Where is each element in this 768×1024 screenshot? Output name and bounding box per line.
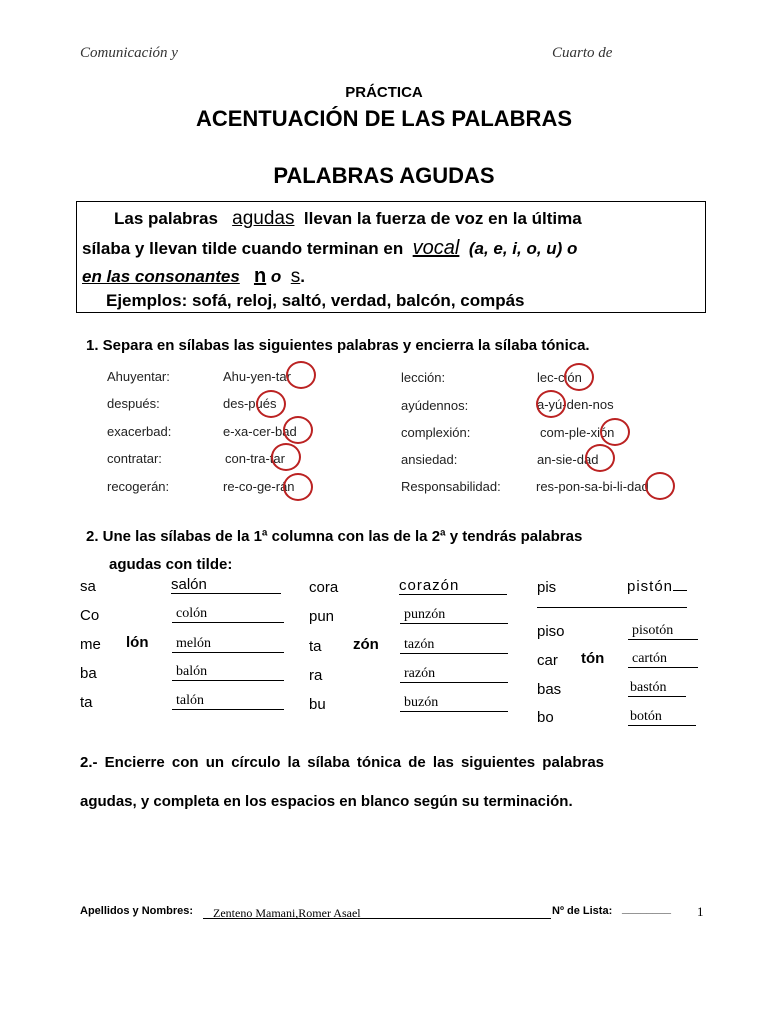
q1-word: exacerbad:	[107, 424, 172, 439]
ending-syllable: zón	[353, 636, 379, 653]
answer-field[interactable]: pistón	[627, 578, 687, 595]
q1-title: 1. Separa en sílabas las siguientes palabras y encierra la sílaba tónica.	[86, 337, 590, 354]
answer-field[interactable]: razón	[400, 666, 508, 683]
answer-field[interactable]: corazón	[399, 577, 507, 595]
ending-syllable: lón	[126, 634, 149, 651]
q1-answer: con-tra-tar	[225, 451, 285, 466]
names-label: Apellidos y Nombres:	[80, 905, 194, 917]
q1-answer: an-sie-dad	[537, 452, 599, 467]
answer-field[interactable]: melón	[172, 636, 284, 653]
tonic-circle-mark	[286, 361, 316, 389]
tonic-circle-mark	[271, 443, 301, 471]
syllable: piso	[537, 623, 565, 640]
section-title: PALABRAS AGUDAS	[273, 163, 495, 188]
tonic-circle-mark	[585, 444, 615, 472]
answer-field[interactable]: punzón	[400, 607, 508, 624]
syllable: bas	[537, 681, 562, 698]
rule-line-1: Las palabras agudas llevan la fuerza de voz en la última	[114, 208, 582, 229]
q1-word: complexión:	[401, 425, 471, 440]
syllable: cora	[309, 579, 339, 596]
tonic-circle-mark	[564, 363, 594, 391]
syllable: me	[80, 636, 101, 653]
q1-answer: e-xa-cer-bad	[223, 424, 297, 439]
answer-field[interactable]: bastón	[628, 680, 686, 697]
syllable: ta	[309, 638, 322, 655]
q1-answer: lec-ción	[537, 370, 582, 385]
blank-line	[537, 607, 687, 608]
syllable: bu	[309, 696, 326, 713]
rule-line-2: sílaba y llevan tilde cuando terminan en vocal (a, e, i, o, u) o	[82, 237, 578, 259]
tonic-circle-mark	[283, 416, 313, 444]
names-field[interactable]: Zenteno Mamani,Romer Asael	[203, 904, 551, 919]
syllable: ta	[80, 694, 93, 711]
q1-word: contratar:	[107, 451, 162, 466]
syllable: car	[537, 652, 558, 669]
answer-field[interactable]: tazón	[400, 637, 508, 654]
q1-answer: des-pués	[223, 396, 277, 411]
header-left: Comunicación y	[80, 45, 178, 61]
syllable: ba	[80, 665, 97, 682]
syllable: Co	[80, 607, 100, 624]
answer-field[interactable]: balón	[172, 664, 284, 681]
ending-syllable: tón	[581, 650, 605, 667]
tonic-circle-mark	[256, 390, 286, 418]
practice-label: PRÁCTICA	[345, 84, 423, 101]
list-field[interactable]: ________	[622, 903, 671, 915]
page-title: ACENTUACIÓN DE LAS PALABRAS	[195, 106, 573, 131]
syllable: ra	[309, 667, 323, 684]
rule-examples: Ejemplos: sofá, reloj, saltó, verdad, balcón, compás	[106, 291, 525, 310]
q2-title-cont: agudas con tilde:	[109, 556, 233, 573]
q1-word: ansiedad:	[401, 452, 458, 467]
q3-title: 2.- Encierre con un círculo la sílaba tónica de las siguientes palabras	[80, 754, 605, 771]
q2-title: 2. Une las sílabas de la 1ª columna con las de la 2ª y tendrás palabras	[86, 528, 583, 545]
tonic-circle-mark	[600, 418, 630, 446]
tonic-circle-mark	[645, 472, 675, 500]
q1-word: ayúdennos:	[401, 398, 469, 413]
q1-word: Ahuyentar:	[107, 369, 170, 384]
q1-answer: res-pon-sa-bi-li-dad	[536, 479, 649, 494]
header-right: Cuarto de	[552, 45, 613, 61]
syllable: sa	[80, 578, 96, 595]
q1-word: recogerán:	[107, 479, 170, 494]
q1-answer: a-yú-den-nos	[537, 397, 614, 412]
q3-title-cont: agudas, y completa en los espacios en blanco según su terminación.	[80, 793, 573, 810]
tonic-circle-mark	[536, 390, 566, 418]
q1-answer: re-co-ge-rán	[223, 479, 295, 494]
list-label: Nº de Lista:	[552, 905, 613, 917]
answer-field[interactable]: cartón	[628, 651, 698, 668]
answer-field[interactable]: talón	[172, 693, 284, 710]
answer-field[interactable]: salón	[171, 576, 281, 594]
q1-answer: Ahu-yen-tar	[223, 369, 291, 384]
q1-word: después:	[107, 396, 160, 411]
q1-word: lección:	[401, 370, 446, 385]
answer-field[interactable]: pisotón	[628, 623, 698, 640]
syllable: bo	[537, 709, 554, 726]
answer-field[interactable]: buzón	[400, 695, 508, 712]
page-number: 1	[697, 904, 704, 919]
syllable: pun	[309, 608, 335, 625]
rule-line-3: en las consonantes n o s.	[82, 265, 305, 287]
syllable: pis	[537, 579, 557, 596]
answer-field[interactable]: botón	[628, 709, 696, 726]
q1-answer: com-ple-xión	[540, 425, 615, 440]
answer-field[interactable]: colón	[172, 606, 284, 623]
q1-word: Responsabilidad:	[401, 479, 501, 494]
tonic-circle-mark	[283, 473, 313, 501]
